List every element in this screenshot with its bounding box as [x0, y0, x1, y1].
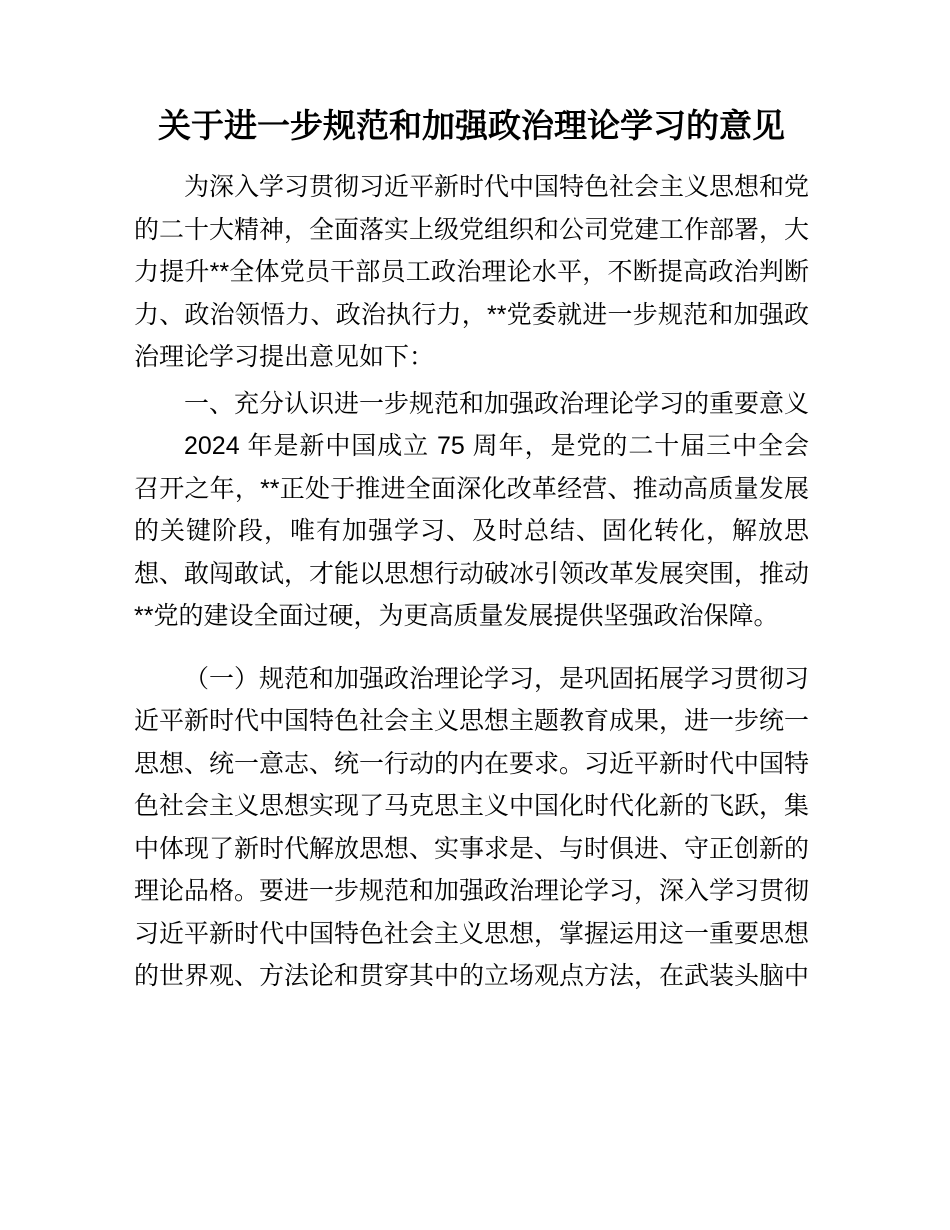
document-title: 关于进一步规范和加强政治理论学习的意见: [158, 107, 785, 144]
paragraph: 为深入学习贯彻习近平新时代中国特色社会主义思想和党的二十大精神，全面落实上级党组织和公司党建工作部署，大力提升**全体党员干部员工政治理论水平，不断提高政治判断力、政治领悟力、政治执行力，**党委就进一步规范和加强政治理论学习提出意见如下：: [134, 173, 810, 371]
paragraph: （一）规范和加强政治理论学习，是巩固拓展学习贯彻习近平新时代中国特色社会主义思想主题教育成果，进一步统一思想、统一意志、统一行动的内在要求。习近平新时代中国特色社会主义思想实现了马克思主义中国化时代化新的飞跃，集中体现了新时代解放思想、实事求是、与时俱进、守正创新的理论品格。要进一步规范和加强政治理论学习，深入学习贯彻习近平新时代中国特色社会主义思想，掌握运用这一重要思想的世界观、方法论和贯穿其中的立场观点方法，在武装头脑中: [134, 664, 810, 990]
section-heading: 一、充分认识进一步规范和加强政治理论学习的重要意义: [184, 389, 810, 418]
paragraph: 2024 年是新中国成立 75 周年，是党的二十届三中全会召开之年，**正处于推进全面深化改革经营、推动高质量发展的关键阶段，唯有加强学习、及时总结、固化转化，解放思想、敢闯敢试，才能以思想行动破冰引领改革发展突围，推动**党的建设全面过硬，为更高质量发展提供坚强政治保障。: [134, 432, 810, 630]
document-body: [134, 166, 809, 998]
